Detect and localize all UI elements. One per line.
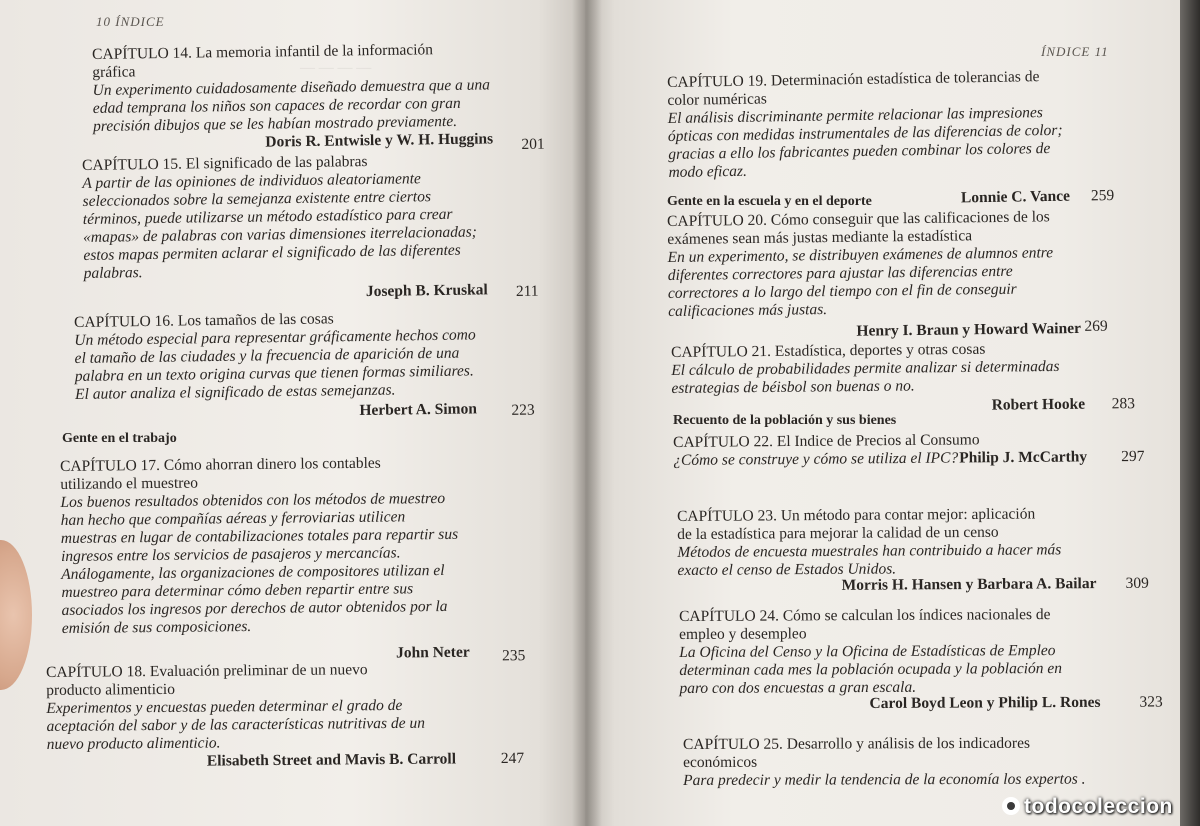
chapter-page-number: 283: [1111, 395, 1135, 413]
chapter-desc-line: ingresos entre los servicios de pasajeros y mercancías.: [60, 544, 401, 565]
chapter-page-number: 297: [1121, 447, 1145, 466]
section-heading: Recuento de la población y sus bienes: [673, 413, 897, 428]
chapter-desc-line: La Oficina del Censo y la Oficina de Estadísticas de Empleo: [679, 642, 1056, 661]
chapter-desc-line: han hecho que compañías aéreas y ferroviarias utilicen: [60, 508, 406, 529]
chapter-desc-line: calificaciones más justas.: [668, 301, 828, 320]
chapter-title-cont: utilizando el muestreo: [60, 474, 199, 493]
chapter-desc-line: emisión de sus composiciones.: [61, 618, 252, 637]
chapter-title: CAPÍTULO 17. Cómo ahorran dinero los contables: [60, 454, 381, 475]
chapter-desc-line: modo eficaz.: [668, 162, 748, 181]
chapter-desc-line: Análogamente, las organizaciones de compositores utilizan el: [61, 561, 445, 583]
toc-entry-ch15: [82, 151, 539, 307]
chapter-desc-line: «mapas» de palabras con varias dimensiones iterrelacionadas;: [83, 223, 478, 246]
chapter-title: CAPÍTULO 15. El significado de las palabras: [82, 153, 368, 174]
toc-entry-ch16: [74, 308, 535, 426]
toc-entry-ch25: [683, 734, 1153, 790]
chapter-author: Doris R. Entwisle y W. H. Huggins: [265, 130, 494, 151]
chapter-page-number: 323: [1139, 693, 1163, 711]
left-page: [0, 0, 585, 826]
chapter-page-number: 201: [521, 135, 545, 154]
chapter-title: CAPÍTULO 18. Evaluación preliminar de un nuevo: [46, 661, 368, 681]
chapter-desc-line: edad temprana los niños son capaces de recordar con gran: [92, 94, 461, 117]
chapter-desc-line: seleccionados sobre la semejanza existente entre ciertos: [82, 188, 432, 210]
chapter-title: CAPÍTULO 19. Determinación estadística de tolerancias de: [667, 68, 1040, 91]
chapter-desc-line: ópticas con medidas instrumentales de las diferencias de color;: [667, 121, 1063, 145]
chapter-page-number: 223: [511, 401, 535, 419]
chapter-title: CAPÍTULO 25. Desarrollo y análisis de los indicadores: [683, 734, 1031, 753]
chapter-desc-line: correctores a lo largo del tiempo con el fin de conseguir: [667, 280, 1017, 302]
toc-entry-ch21: [671, 339, 1142, 420]
chapter-desc-line: muestreo para determinar cómo deben repartir entre sus: [61, 580, 414, 601]
toc-entry-ch19: [667, 67, 1139, 214]
toc-entry-ch24: [679, 606, 1163, 716]
chapter-desc-line: Para predecir y medir la tendencia de la economía los expertos .: [683, 770, 1086, 789]
chapter-desc-line: ¿Cómo se construye y cómo se utiliza el IPC?: [673, 449, 959, 469]
toc-entry-ch20: [667, 207, 1139, 345]
chapter-page-number: 211: [515, 282, 539, 300]
bleed-through-text: — — — —: [300, 60, 372, 76]
chapter-desc-line: estrategias de béisbol son buenas o no.: [671, 377, 915, 397]
toc-entry-ch17: [60, 453, 526, 668]
chapter-title-cont: producto alimenticio: [46, 680, 176, 699]
chapter-desc-line: En un experimento, se distribuyen exámenes de alumnos entre: [667, 244, 1054, 266]
chapter-title: CAPÍTULO 21. Estadística, deportes y otras cosas: [671, 340, 986, 361]
chapter-desc-line: Un método especial para representar gráficamente hechos como: [74, 326, 476, 349]
chapter-author: Morris H. Hansen y Barbara A. Bailar: [841, 575, 1097, 594]
chapter-desc-line: Los buenos resultados obtenidos con los métodos de muestreo: [60, 489, 446, 511]
chapter-title-cont: color numéricas: [667, 90, 767, 109]
chapter-desc-line: asociados los ingresos por derechos de autor obtenidos por la: [61, 597, 448, 619]
chapter-author: Joseph B. Kruskal: [365, 281, 488, 301]
chapter-desc-line: términos, puede utilizarse un método estadístico para crear: [82, 205, 453, 228]
chapter-desc-line: paro con dos encuestas a gran escala.: [679, 678, 917, 697]
chapter-title: CAPÍTULO 23. Un método para contar mejor: aplicación: [677, 505, 1036, 525]
chapter-author: Robert Hooke: [991, 395, 1086, 414]
chapter-desc-line: diferentes correctores para ajustar las diferencias entre: [667, 262, 1013, 284]
watermark-text: todocoleccion: [1024, 795, 1173, 818]
book-gutter: [572, 0, 602, 826]
right-page: [585, 0, 1180, 826]
chapter-author: Elisabeth Street and Mavis B. Carroll: [206, 750, 457, 770]
chapter-author: John Neter: [395, 643, 470, 662]
chapter-desc-line: aceptación del sabor y de las características nutritivas de un: [46, 714, 426, 735]
chapter-desc-line: palabra en un texto origina curvas que tienen formas similiares.: [74, 362, 474, 385]
chapter-desc-line: exacto el censo de Estados Unidos.: [677, 560, 897, 579]
book-edge-shadow: [1180, 0, 1200, 826]
chapter-page-number: 309: [1125, 574, 1149, 592]
chapter-title-cont: empleo y desempleo: [679, 625, 807, 643]
chapter-desc-line: Experimentos y encuestas pueden determinar el grado de: [46, 696, 403, 717]
chapter-desc-line: nuevo producto alimenticio.: [46, 734, 221, 753]
chapter-desc-line: Métodos de encuesta muestrales han contribuido a hacer más: [677, 541, 1062, 561]
chapter-desc-line: palabras.: [83, 264, 143, 282]
chapter-desc-line: muestras en lugar de contabilizaciones totales para repartir sus: [60, 525, 459, 547]
chapter-desc-line: El autor analiza el significado de estas semejanzas.: [75, 381, 396, 403]
chapter-title: CAPÍTULO 16. Los tamaños de las cosas: [74, 310, 334, 331]
chapter-title: CAPÍTULO 22. El Indice de Precios al Consumo: [673, 431, 980, 451]
chapter-title-cont: gráfica: [92, 63, 136, 81]
chapter-author: Carol Boyd Leon y Philip L. Rones: [869, 693, 1101, 713]
chapter-desc-line: determinan cada mes la población ocupada y la población en: [679, 659, 1063, 679]
toc-entry-ch14: [92, 40, 545, 156]
chapter-title-cont: de la estadística para mejorar la calidad de un censo: [677, 523, 999, 543]
chapter-author: Henry I. Braun y Howard Wainer: [856, 319, 1082, 340]
chapter-title-cont: económicos: [683, 753, 758, 771]
toc-entry-ch22: [673, 430, 1143, 472]
thumb: [0, 540, 32, 690]
toc-entry-ch18: [46, 660, 525, 774]
chapter-desc-line: gracias a ello los fabricantes pueden combinar los colores de: [668, 139, 1051, 163]
chapter-title: CAPÍTULO 20. Cómo conseguir que las calificaciones de los: [667, 208, 1050, 230]
section-heading: Gente en la escuela y en el deporte: [667, 194, 872, 209]
left-page-header: 10 ÍNDICE: [96, 14, 165, 29]
chapter-desc-line: Un experimento cuidadosamente diseñado demuestra que a una: [92, 76, 491, 99]
chapter-title: CAPÍTULO 14. La memoria infantil de la información: [92, 41, 434, 63]
chapter-desc-line: estos mapas permiten aclarar el significado de las diferentes: [83, 241, 461, 264]
chapter-page-number: 259: [1090, 186, 1115, 205]
chapter-desc-line: A partir de las opiniones de individuos aleatoriamente: [82, 170, 422, 192]
section-heading: Gente en el trabajo: [62, 431, 177, 446]
chapter-author: Lonnie C. Vance: [960, 187, 1071, 207]
chapter-title-cont: exámenes sean más justas mediante la estadística: [667, 227, 973, 248]
chapter-author: Herbert A. Simon: [359, 400, 478, 420]
chapter-page-number: 235: [502, 647, 526, 665]
toc-entry-ch23: [677, 505, 1148, 598]
chapter-desc-line: precisión dibujos que se les habían mostrado previamente.: [93, 112, 458, 135]
watermark-icon: [1002, 797, 1020, 815]
chapter-desc-line: El cálculo de probabilidades permite analizar si determinadas: [671, 357, 1060, 379]
chapter-page-number: 247: [500, 749, 525, 768]
right-page-header: ÍNDICE 11: [1041, 44, 1109, 59]
watermark-logo: [1002, 795, 1173, 819]
chapter-page-number: 269: [1084, 317, 1108, 335]
chapter-title: CAPÍTULO 24. Cómo se calculan los índices nacionales de: [679, 606, 1051, 625]
chapter-desc-line: El análisis discriminante permite relacionar las impresiones: [667, 104, 1043, 127]
chapter-desc-line: el tamaño de las ciudades y la frecuencia de aparición de una: [74, 344, 460, 367]
chapter-author: Philip J. McCarthy: [959, 448, 1088, 467]
